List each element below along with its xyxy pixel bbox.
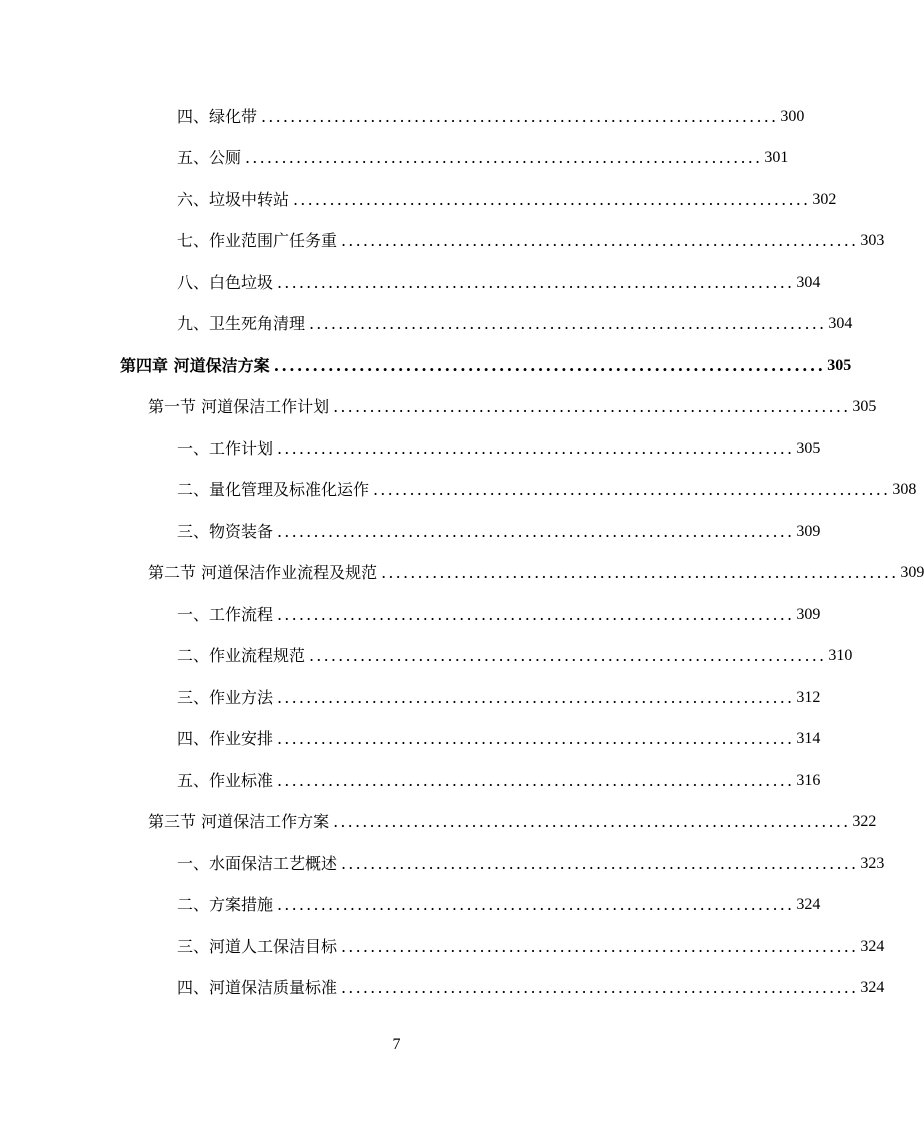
toc-entry-page: 324 — [860, 979, 885, 996]
toc-entry-label: 一、工作计划 — [177, 439, 274, 458]
toc-dot-leader: ....................................................................... — [293, 190, 811, 209]
toc-dot-leader: ....................................................................... — [277, 729, 795, 748]
toc-entry-label: 第四章 河道保洁方案 — [120, 356, 270, 375]
toc-dot-leader: ....................................................................... — [277, 688, 795, 707]
toc-entry-label: 一、工作流程 — [177, 605, 274, 624]
toc-entry-label: 三、作业方法 — [177, 688, 274, 707]
toc-entry[interactable] — [177, 683, 821, 713]
toc-entry-page: 316 — [796, 772, 821, 789]
toc-entry-page: 324 — [796, 896, 821, 913]
toc-dot-leader: ....................................................................... — [341, 978, 859, 997]
toc-entry[interactable] — [177, 434, 821, 464]
toc-dot-leader: ....................................................................... — [373, 480, 891, 499]
toc-entry[interactable] — [177, 973, 885, 1003]
toc-dot-leader: ....................................................................... — [341, 937, 859, 956]
toc-entry-page: 323 — [860, 855, 885, 872]
toc-dot-leader: ....................................................................... — [273, 356, 826, 375]
toc-entry-page: 301 — [764, 149, 789, 166]
toc-entry[interactable] — [177, 724, 821, 754]
toc-entry-page: 302 — [812, 191, 837, 208]
toc-dot-leader: ....................................................................... — [309, 314, 827, 333]
toc-entry[interactable] — [177, 600, 821, 630]
toc-entry-label: 一、水面保洁工艺概述 — [177, 854, 338, 873]
toc-entry-page: 309 — [796, 523, 821, 540]
toc-dot-leader: ....................................................................... — [341, 231, 859, 250]
toc-entry[interactable] — [177, 185, 837, 215]
toc-entry-label: 第二节 河道保洁作业流程及规范 — [148, 563, 378, 582]
toc-entry-label: 三、物资装备 — [177, 522, 274, 541]
toc-entry-page: 309 — [900, 564, 924, 581]
toc-entry[interactable] — [177, 143, 789, 173]
toc-chapter-entry[interactable] — [120, 351, 852, 381]
toc-section-entry[interactable] — [148, 807, 877, 837]
toc-entry[interactable] — [177, 641, 853, 671]
toc-dot-leader: ....................................................................... — [277, 895, 795, 914]
toc-dot-leader: ....................................................................... — [277, 522, 795, 541]
toc-entry-label: 五、公厕 — [177, 148, 242, 167]
toc-entry-page: 300 — [780, 108, 805, 125]
toc-entry-label: 第一节 河道保洁工作计划 — [148, 397, 330, 416]
toc-entry[interactable] — [177, 226, 885, 256]
toc-entry-page: 305 — [827, 357, 852, 374]
toc-entry-label: 三、河道人工保洁目标 — [177, 937, 338, 956]
toc-entry-label: 二、量化管理及标准化运作 — [177, 480, 370, 499]
toc-entry-label: 二、方案措施 — [177, 895, 274, 914]
page-number: 7 — [392, 1036, 401, 1053]
toc-dot-leader: ....................................................................... — [381, 563, 899, 582]
toc-entry-page: 304 — [828, 315, 853, 332]
toc-entry-page: 305 — [796, 440, 821, 457]
toc-entry-page: 304 — [796, 274, 821, 291]
toc-dot-leader: ....................................................................... — [245, 148, 763, 167]
toc-entry-label: 七、作业范围广任务重 — [177, 231, 338, 250]
toc-entry-page: 303 — [860, 232, 885, 249]
toc-entry[interactable] — [177, 890, 821, 920]
toc-entry-label: 九、卫生死角清理 — [177, 314, 306, 333]
toc-entry-page: 310 — [828, 647, 853, 664]
toc-dot-leader: ....................................................................... — [277, 273, 795, 292]
toc-entry-label: 六、垃圾中转站 — [177, 190, 290, 209]
toc-dot-leader: ....................................................................... — [277, 771, 795, 790]
toc-entry-label: 四、河道保洁质量标准 — [177, 978, 338, 997]
toc-entry[interactable] — [177, 932, 885, 962]
toc-entry-page: 309 — [796, 606, 821, 623]
toc-entry[interactable] — [177, 517, 821, 547]
toc-entry-page: 305 — [852, 398, 877, 415]
toc-entry[interactable] — [177, 309, 853, 339]
toc-dot-leader: ....................................................................... — [341, 854, 859, 873]
toc-entry-page: 324 — [860, 938, 885, 955]
toc-entry[interactable] — [177, 766, 821, 796]
toc-entry-label: 五、作业标准 — [177, 771, 274, 790]
toc-entry-page: 308 — [892, 481, 917, 498]
toc-entry-label: 四、作业安排 — [177, 729, 274, 748]
toc-entry-label: 八、白色垃圾 — [177, 273, 274, 292]
toc-entry[interactable] — [177, 849, 885, 879]
toc-entry-label: 第三节 河道保洁工作方案 — [148, 812, 330, 831]
toc-entry-label: 四、绿化带 — [177, 107, 258, 126]
toc-dot-leader: ....................................................................... — [277, 439, 795, 458]
toc-dot-leader: ....................................................................... — [277, 605, 795, 624]
toc-section-entry[interactable] — [148, 392, 877, 422]
toc-entry-page: 314 — [796, 730, 821, 747]
toc-dot-leader: ....................................................................... — [309, 646, 827, 665]
toc-dot-leader: ....................................................................... — [333, 812, 851, 831]
toc-entry-page: 322 — [852, 813, 877, 830]
toc-section-entry[interactable] — [148, 558, 924, 588]
toc-entry[interactable] — [177, 102, 805, 132]
toc-dot-leader: ....................................................................... — [261, 107, 779, 126]
toc-entry-page: 312 — [796, 689, 821, 706]
toc-entry-label: 二、作业流程规范 — [177, 646, 306, 665]
toc-entry[interactable] — [177, 268, 821, 298]
toc-dot-leader: ....................................................................... — [333, 397, 851, 416]
toc-entry[interactable] — [177, 475, 917, 505]
